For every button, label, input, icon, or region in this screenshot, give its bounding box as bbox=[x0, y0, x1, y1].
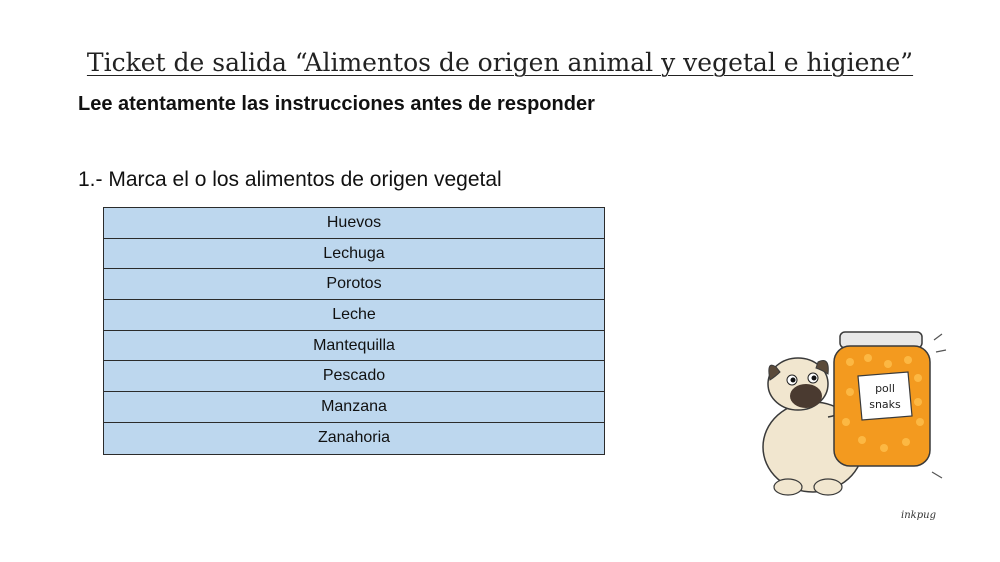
option-zanahoria[interactable]: Zanahoria bbox=[104, 423, 604, 454]
jar-label-line1: poll bbox=[875, 382, 895, 395]
option-lechuga[interactable]: Lechuga bbox=[104, 239, 604, 270]
artist-signature: inkpug bbox=[901, 510, 936, 521]
option-pescado[interactable]: Pescado bbox=[104, 361, 604, 392]
instructions-text: Lee atentamente las instrucciones antes de responder bbox=[78, 93, 595, 115]
options-list bbox=[103, 207, 605, 455]
question-text: 1.- Marca el o los alimentos de origen vegetal bbox=[78, 168, 502, 191]
pug-with-jar-illustration bbox=[758, 322, 953, 532]
option-mantequilla[interactable]: Mantequilla bbox=[104, 331, 604, 362]
page-title bbox=[0, 48, 1000, 77]
option-porotos[interactable]: Porotos bbox=[104, 269, 604, 300]
option-manzana[interactable]: Manzana bbox=[104, 392, 604, 423]
jar-label-line2: snaks bbox=[869, 398, 901, 411]
page-title-text: Ticket de salida “Alimentos de origen animal y vegetal e higiene” bbox=[86, 48, 914, 77]
option-leche[interactable]: Leche bbox=[104, 300, 604, 331]
jar-icon bbox=[834, 332, 946, 478]
option-huevos[interactable]: Huevos bbox=[104, 208, 604, 239]
